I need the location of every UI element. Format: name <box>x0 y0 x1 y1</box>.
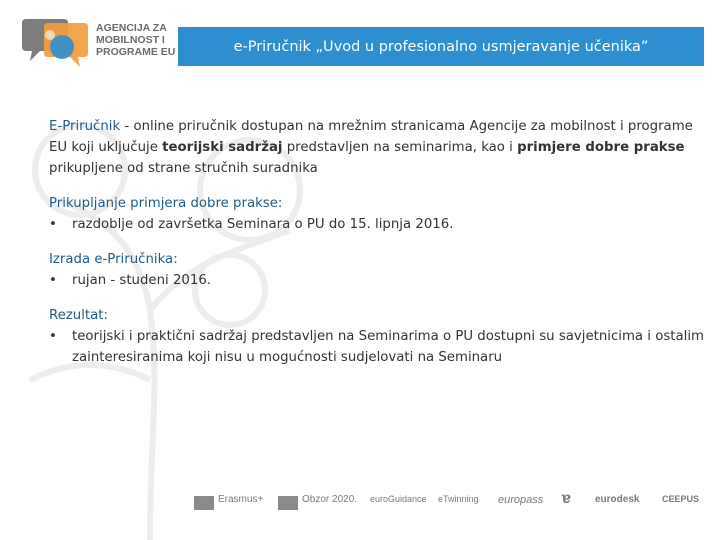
list-item <box>49 326 704 368</box>
eurodesk-logo[interactable]: eurodesk <box>595 494 640 505</box>
page-title: e-Priručnik „Uvod u profesionalno usmjeravanje učenika” <box>178 27 704 66</box>
agency-logo-text <box>96 22 175 58</box>
horizon-logo[interactable]: Obzor 2020. <box>302 494 358 505</box>
list-item-text: rujan - studeni 2016. <box>72 273 212 288</box>
agency-logo-icon <box>20 17 92 69</box>
section-result <box>49 305 704 368</box>
euroguidance-logo[interactable]: euroGuidance <box>370 494 427 504</box>
list-item <box>49 214 704 235</box>
section-title: Prikupljanje primjera dobre prakse: <box>49 196 283 211</box>
erasmus-logo[interactable]: Erasmus+ <box>218 494 264 505</box>
agency-logo[interactable] <box>20 17 190 69</box>
logo-line-2: MOBILNOST I <box>96 34 165 46</box>
list-item-text: razdoblje od završetka Seminara o PU do 15. lipnja 2016. <box>72 217 454 232</box>
logo-line-1: AGENCIJA ZA <box>96 22 167 34</box>
intro-practice-highlight: primjere dobre prakse <box>517 140 685 155</box>
logo-line-3: PROGRAME EU <box>96 46 176 58</box>
eurodesk-symbol-icon: ɐ <box>562 490 571 507</box>
europass-logo[interactable]: europass <box>498 494 544 506</box>
intro-paragraph <box>49 116 704 179</box>
list-item <box>49 270 704 291</box>
intro-term: E-Priručnik <box>49 119 121 134</box>
section-collecting <box>49 193 704 235</box>
intro-text-3: prikupljene od strane stručnih suradnika <box>49 161 318 176</box>
bullet-symbol: • <box>49 273 57 288</box>
bullet-symbol: • <box>49 217 57 232</box>
header <box>0 0 720 90</box>
section-title: Izrada e-Priručnika: <box>49 252 178 267</box>
bullet-symbol: • <box>49 329 57 344</box>
etwinning-logo[interactable]: eTwinning <box>438 494 479 504</box>
intro-text-2: predstavljen na seminarima, kao i <box>282 140 518 155</box>
section-creation <box>49 249 704 291</box>
intro-theory-highlight: teorijski sadržaj <box>162 140 283 155</box>
eu-flag-icon <box>278 496 298 510</box>
list-item-text: teorijski i praktični sadržaj predstavljen na Seminarima o PU dostupni su savjetnicima i ostalim zainteresiranima koji nisu u mogućnosti sudjelovati na Seminaru <box>72 329 704 365</box>
main-content <box>49 116 704 368</box>
section-title: Rezultat: <box>49 308 108 323</box>
footer-logos <box>190 490 710 520</box>
ceepus-logo[interactable]: CEEPUS <box>662 494 700 504</box>
intro-text-1: - online priručnik dostupan na mrežnim stranicama Agencije za mobilnost i programe EU koji uključuje <box>49 119 693 155</box>
eu-flag-icon <box>194 496 214 510</box>
